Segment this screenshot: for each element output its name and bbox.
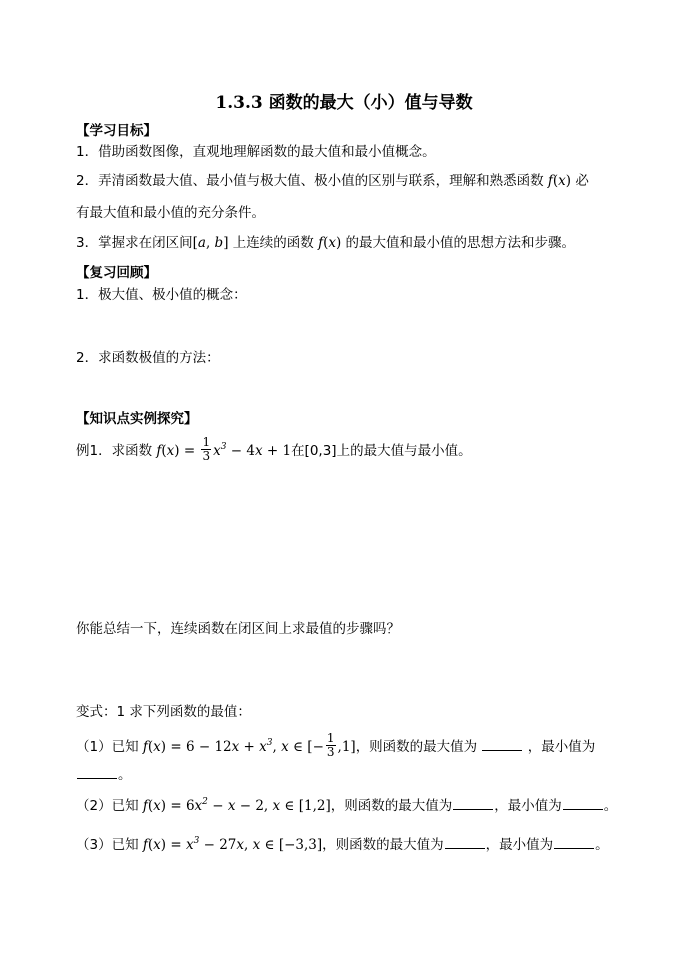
- answer-blank-max-2[interactable]: [453, 797, 493, 810]
- variant-heading: 变式：1 求下列函数的最值：: [76, 704, 251, 720]
- math-example-formula: f(x) = $\frac{1}{3}$ $x^3 - 4x + 1$: [156, 435, 292, 463]
- answer-blank-min-1[interactable]: [77, 766, 117, 779]
- answer-blank-max-3[interactable]: [445, 836, 485, 849]
- math-interval: [a, b]: [192, 235, 229, 251]
- math-q2-formula: $f(x) = 6x^2 - x - 2$, x ∈ [1,2]: [142, 797, 331, 814]
- objective-item-2: 2．弄清函数最大值、最小值与极大值、极小值的区别与联系，理解和熟悉函数 f(x) 必: [76, 173, 589, 189]
- review-item-2: 2．求函数极值的方法：: [76, 350, 220, 366]
- review-item-1: 1．极大值、极小值的概念：: [76, 287, 247, 303]
- variant-question-1: （1）已知 $f(x) = 6 - 12x + x^3$, x ∈ [− $\frac{1}{3}$ ,1]，则函数的最大值为 ，最小值为: [76, 731, 596, 759]
- math-q3-formula: $f(x) = x^3 - 27x$, x ∈ [−3,3]: [142, 836, 323, 853]
- variant-question-3: （3）已知 $f(x) = x^3 - 27x$, x ∈ [−3,3]，则函数的最大值为 ，最小值为 。: [76, 836, 609, 853]
- objectives-heading: 【学习目标】: [76, 123, 157, 139]
- answer-blank-min-2[interactable]: [563, 797, 603, 810]
- objective-item-1: 1．借助函数图像，直观地理解函数的最大值和最小值概念。: [76, 144, 436, 160]
- math-q1-formula: $f(x) = 6 - 12x + x^3$, x ∈ [− $\frac{1}{3}$ ,1]: [142, 731, 356, 759]
- answer-blank-max-1[interactable]: [482, 738, 522, 751]
- objective-item-2-cont: 有最大值和最小值的充分条件。: [76, 205, 265, 221]
- variant-question-2: （2）已知 $f(x) = 6x^2 - x - 2$, x ∈ [1,2]，则函数的最大值为 ，最小值为 。: [76, 797, 618, 814]
- review-heading: 【复习回顾】: [76, 265, 157, 281]
- summary-question: 你能总结一下，连续函数在闭区间上求最值的步骤吗？: [76, 621, 400, 637]
- objective-item-3: 3．掌握求在闭区间[a, b] 上连续的函数 f(x) 的最大值和最小值的思想方法和步骤。: [76, 235, 576, 251]
- explore-heading: 【知识点实例探究】: [76, 411, 198, 427]
- page-title: 1.3.3 函数的最大（小）值与导数: [215, 93, 473, 113]
- answer-blank-min-3[interactable]: [554, 836, 594, 849]
- example-1: 例1．求函数 f(x) = $\frac{1}{3}$ $x^3 - 4x + 1$在[0,3]上的最大值与最小值。: [76, 435, 472, 463]
- math-fx: f: [547, 173, 553, 189]
- variant-question-1-cont: 。: [76, 766, 132, 784]
